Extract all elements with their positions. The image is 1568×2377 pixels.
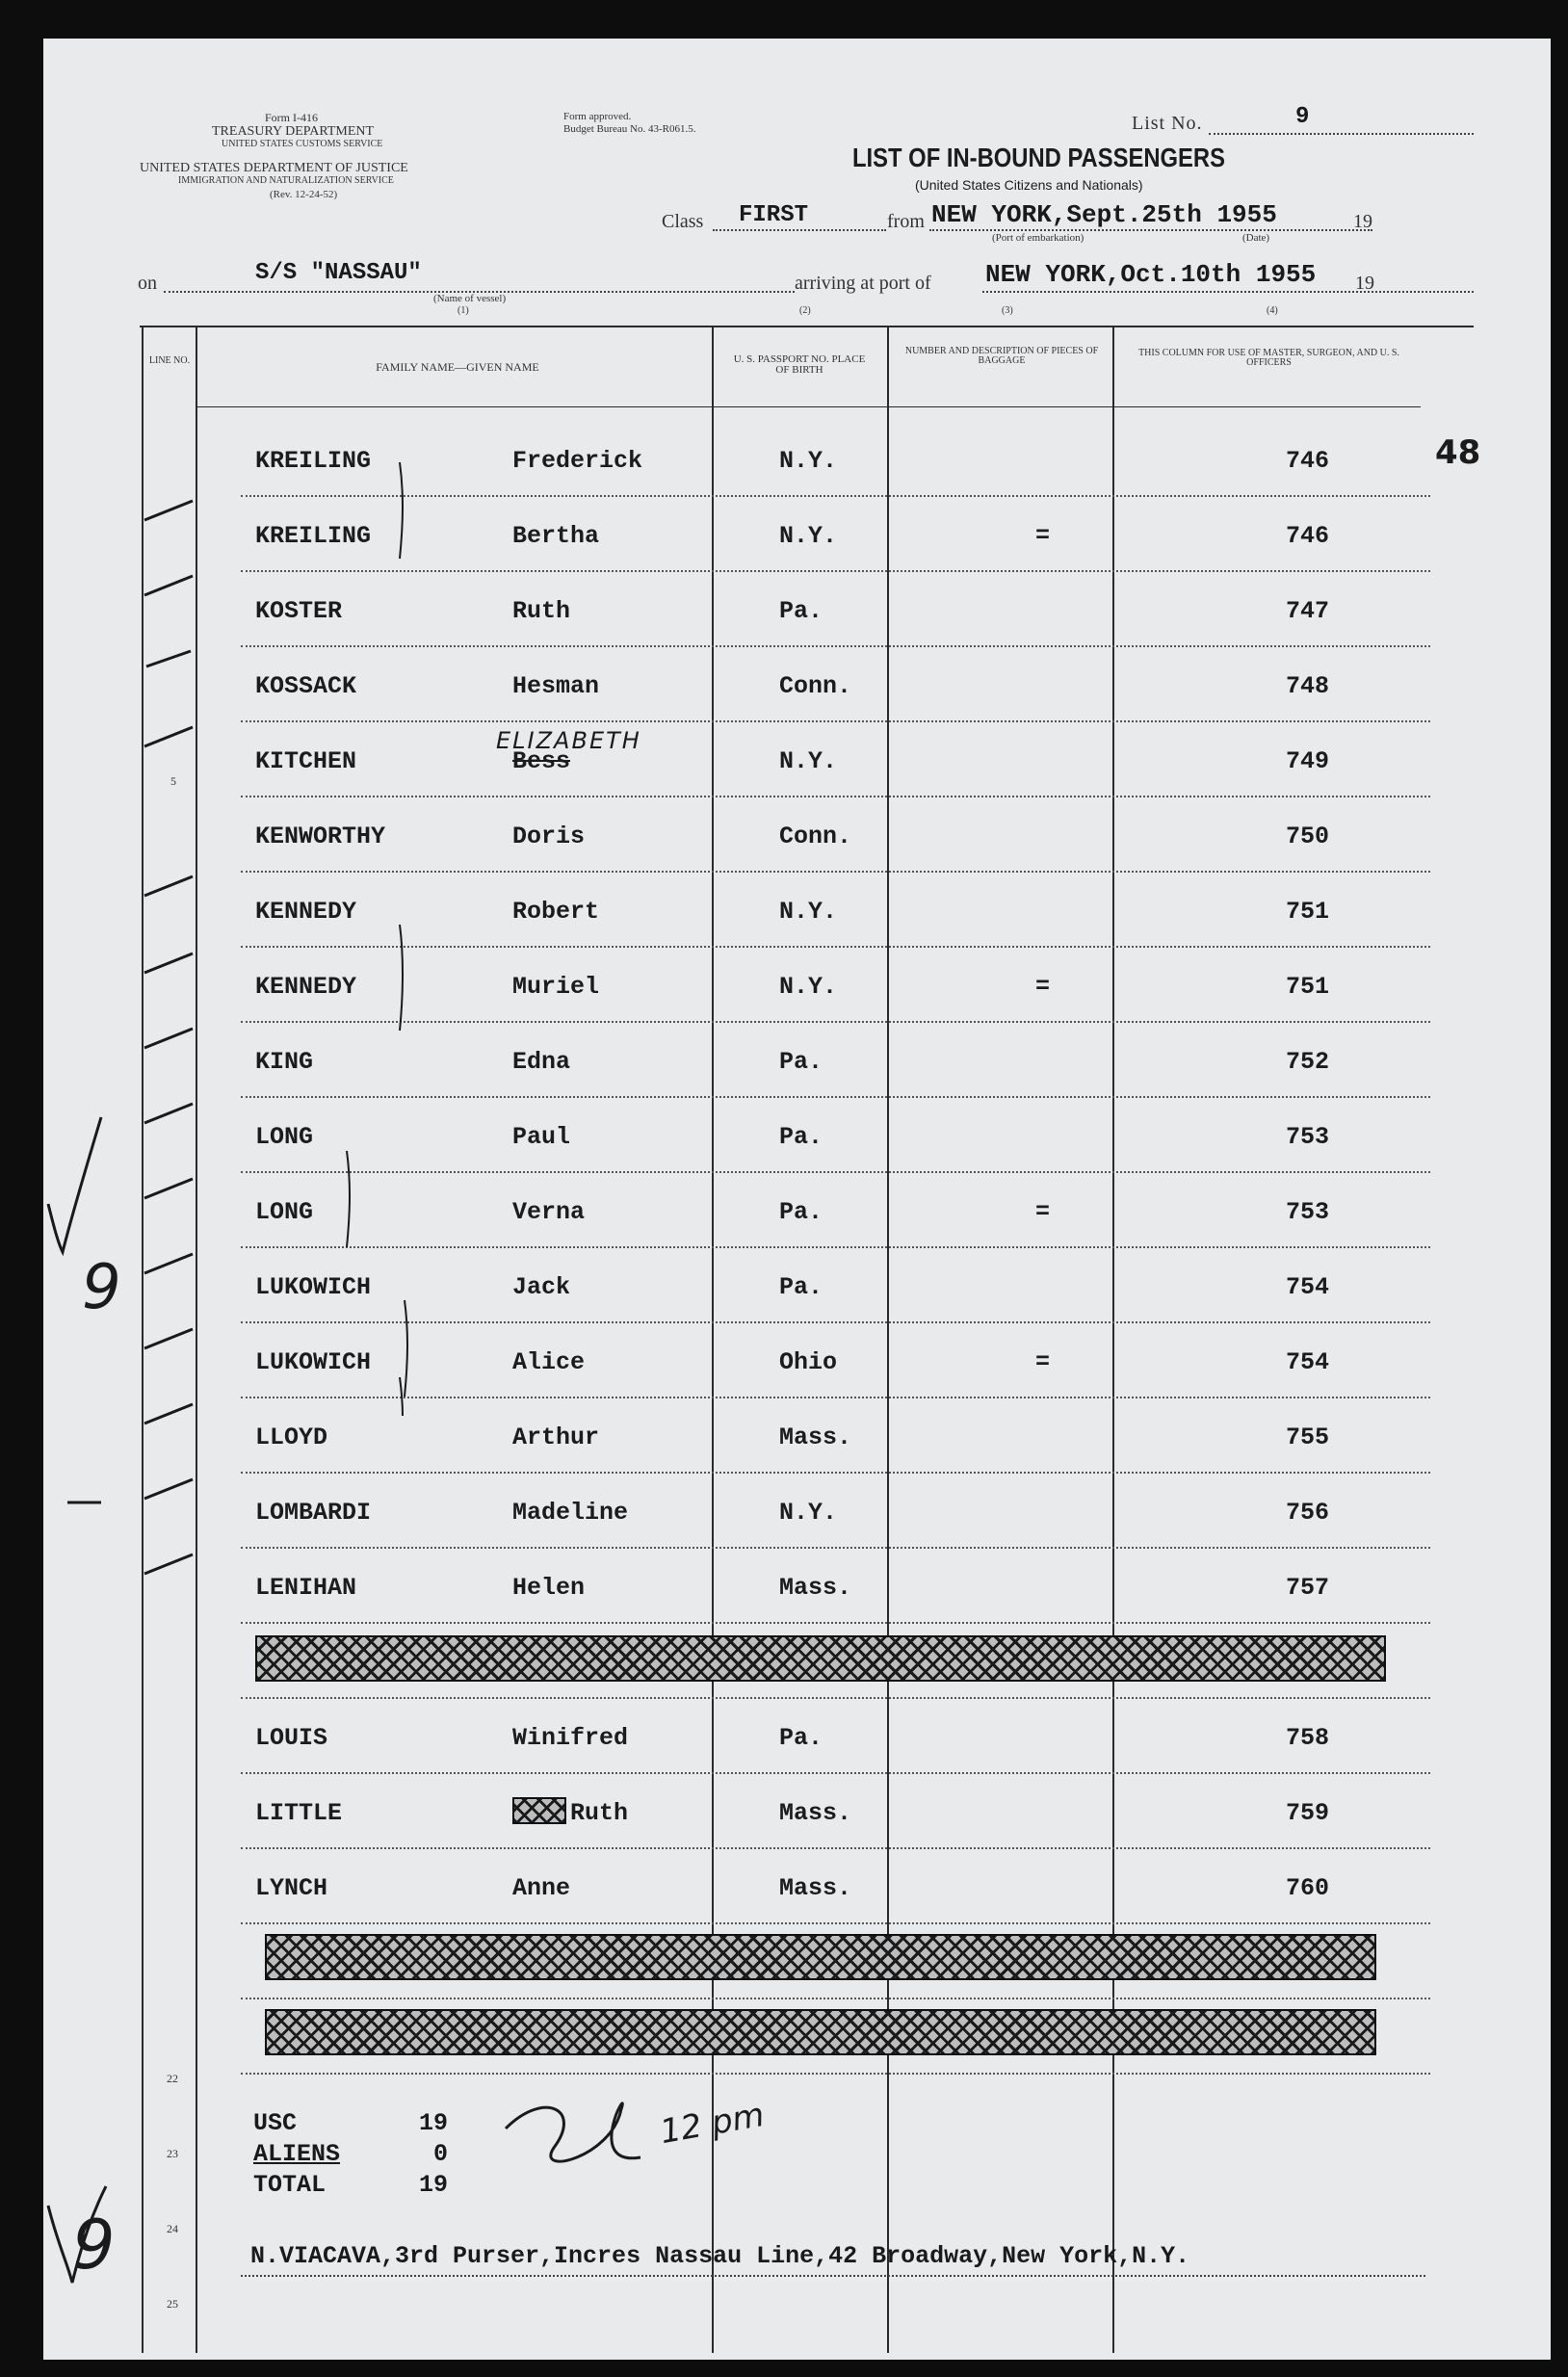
family-name: KENWORTHY: [255, 823, 386, 850]
handwritten-margin-nine: 9: [82, 1252, 121, 1323]
given-name: Verna: [512, 1198, 586, 1226]
table-row-struck: [140, 1624, 1430, 1699]
family-name: KOSSACK: [255, 672, 357, 700]
table-row: [140, 797, 1430, 873]
given-name: Robert: [512, 898, 600, 926]
table-row: [140, 722, 1430, 797]
arriving-suffix: 19: [1355, 273, 1374, 294]
place-of-birth: Pa.: [779, 1123, 823, 1151]
place-of-birth: N.Y.: [779, 522, 838, 550]
arriving-value: NEW YORK,Oct.10th 1955: [985, 260, 1317, 289]
place-of-birth: Pa.: [779, 1273, 823, 1301]
baggage: =: [1035, 1198, 1051, 1226]
officer-number: 751: [1286, 973, 1330, 1001]
given-name: Bertha: [512, 522, 600, 550]
table-row: [140, 647, 1430, 722]
officer-number: 746: [1286, 522, 1330, 550]
officer-number: 752: [1286, 1048, 1330, 1076]
table-row: [140, 1549, 1430, 1624]
year-suffix: 19: [1353, 211, 1372, 232]
family-name: LLOYD: [255, 1424, 328, 1451]
table-row: [140, 1849, 1430, 1924]
page-title: LIST OF IN-BOUND PASSENGERS: [852, 143, 1226, 172]
officer-number: 749: [1286, 747, 1330, 775]
given-name: Bess: [512, 747, 571, 775]
table-row: [140, 1774, 1430, 1849]
strike-out-given-name: [512, 1797, 566, 1824]
footer-rule: [241, 2275, 1425, 2277]
column-baggage: NUMBER AND DESCRIPTION OF PIECES OF BAGGAGE: [904, 346, 1099, 366]
officer-number: 750: [1286, 823, 1330, 850]
family-name: KENNEDY: [255, 898, 357, 926]
place-of-birth: N.Y.: [779, 973, 838, 1001]
table-row: [140, 1098, 1430, 1173]
officer-number: 759: [1286, 1799, 1330, 1827]
form-approved: Form approved.: [563, 111, 632, 122]
class-line: [713, 229, 886, 231]
table-row: [140, 1474, 1430, 1549]
table-row: [140, 948, 1430, 1023]
date-caption: (Date): [1242, 232, 1270, 244]
bracket-long: [337, 1141, 366, 1257]
line-number-22: 22: [167, 2072, 178, 2085]
col-4-caption: (4): [1267, 305, 1278, 316]
officer-number: 751: [1286, 898, 1330, 926]
place-of-birth: Pa.: [779, 1198, 823, 1226]
family-name: KING: [255, 1048, 314, 1076]
given-name: Doris: [512, 823, 586, 850]
table-row: [140, 1023, 1430, 1098]
officer-number: 758: [1286, 1724, 1330, 1752]
officer-number: 753: [1286, 1198, 1330, 1226]
handwritten-check-marks: [29, 1108, 116, 2360]
line-number-24: 24: [167, 2222, 178, 2235]
customs-service: UNITED STATES CUSTOMS SERVICE: [222, 139, 383, 149]
list-no-label: List No.: [1132, 113, 1203, 134]
given-name: Hesman: [512, 672, 600, 700]
strike-out-block: [265, 2009, 1376, 2055]
place-of-birth: N.Y.: [779, 898, 838, 926]
baggage: =: [1035, 1348, 1051, 1376]
given-name: Muriel: [512, 973, 600, 1001]
from-line: [929, 229, 1372, 231]
given-name: Winifred: [512, 1724, 629, 1752]
place-of-birth: Mass.: [779, 1424, 852, 1451]
line-number-23: 23: [167, 2147, 178, 2160]
place-of-birth: Conn.: [779, 672, 852, 700]
col-2-caption: (2): [799, 305, 811, 316]
baggage: =: [1035, 973, 1051, 1001]
purser-line: N.VIACAVA,3rd Purser,Incres Nassau Line,42 Broadway,New York,N.Y.: [250, 2242, 1190, 2270]
place-of-birth: N.Y.: [779, 447, 838, 475]
given-name: Frederick: [512, 447, 643, 475]
column-name: FAMILY NAME—GIVEN NAME: [376, 360, 539, 374]
place-of-birth: Pa.: [779, 597, 823, 625]
family-name: LENIHAN: [255, 1574, 357, 1602]
officer-number: 748: [1286, 672, 1330, 700]
officer-number: 760: [1286, 1874, 1330, 1902]
form-number: Form I-416: [265, 111, 318, 124]
strike-out-block: [255, 1635, 1386, 1682]
family-name: LUKOWICH: [255, 1273, 372, 1301]
handwritten-elizabeth: ELIZABETH: [496, 727, 641, 754]
check-marks: [135, 462, 212, 2100]
family-name: LONG: [255, 1198, 314, 1226]
given-name: Anne: [512, 1874, 571, 1902]
table-row: [140, 572, 1430, 647]
officer-number: 746: [1286, 447, 1330, 475]
place-of-birth: Pa.: [779, 1724, 823, 1752]
vessel-caption: (Name of vessel): [433, 293, 507, 304]
family-name: KOSTER: [255, 597, 343, 625]
given-name: Ruth: [570, 1799, 629, 1827]
page-subtitle: (United States Citizens and Nationals): [915, 177, 1143, 193]
given-name: Jack: [512, 1273, 571, 1301]
col-1-caption: (1): [457, 305, 469, 316]
place-of-birth: N.Y.: [779, 747, 838, 775]
given-name: Ruth: [512, 597, 571, 625]
column-passport: U. S. PASSPORT NO. PLACE OF BIRTH: [733, 353, 866, 376]
from-label: from: [887, 211, 925, 232]
from-value: NEW YORK,Sept.25th 1955: [931, 200, 1277, 229]
col-3-caption: (3): [1002, 305, 1013, 316]
port-caption: (Port of embarkation): [992, 232, 1085, 244]
table-row: [140, 873, 1430, 948]
usc-value: 19: [419, 2109, 449, 2137]
on-label: on: [138, 273, 157, 294]
total-value: 19: [419, 2171, 449, 2199]
place-of-birth: N.Y.: [779, 1499, 838, 1527]
handwritten-margin-nine-bottom: 9: [72, 2206, 116, 2285]
signature-scribble: [496, 2071, 669, 2186]
given-name: Helen: [512, 1574, 586, 1602]
family-name: KITCHEN: [255, 747, 357, 775]
family-name: KREILING: [255, 447, 372, 475]
family-name: KENNEDY: [255, 973, 357, 1001]
table-row: [140, 1323, 1430, 1398]
place-of-birth: Pa.: [779, 1048, 823, 1076]
column-line-no: LINE NO.: [148, 355, 191, 366]
place-of-birth: Mass.: [779, 1874, 852, 1902]
given-name: Paul: [512, 1123, 571, 1151]
line-number-25: 25: [167, 2297, 178, 2311]
column-officers: THIS COLUMN FOR USE OF MASTER, SURGEON, AND U. S. OFFICERS: [1138, 348, 1399, 368]
place-of-birth: Mass.: [779, 1574, 852, 1602]
department-of-justice: UNITED STATES DEPARTMENT OF JUSTICE: [140, 161, 408, 175]
officer-number: 756: [1286, 1499, 1330, 1527]
officer-number: 754: [1286, 1348, 1330, 1376]
passenger-list-sheet: [43, 39, 1551, 2360]
family-name: LOUIS: [255, 1724, 328, 1752]
given-name: Edna: [512, 1048, 571, 1076]
vessel-name: S/S "NASSAU": [255, 260, 422, 286]
family-name: LYNCH: [255, 1874, 328, 1902]
given-name: Arthur: [512, 1424, 600, 1451]
total-label: TOTAL: [253, 2171, 327, 2199]
list-number: 9: [1295, 104, 1310, 130]
treasury-department: TREASURY DEPARTMENT: [212, 124, 375, 139]
strike-out-block: [265, 1934, 1376, 1980]
officer-number: 754: [1286, 1273, 1330, 1301]
baggage: =: [1035, 522, 1051, 550]
arriving-line: [982, 291, 1474, 293]
bracket-lukowich: [395, 1291, 424, 1406]
place-of-birth: Conn.: [779, 823, 852, 850]
place-of-birth: Mass.: [779, 1799, 852, 1827]
class-label: Class: [662, 211, 704, 232]
family-name: LOMBARDI: [255, 1499, 372, 1527]
officer-number: 753: [1286, 1123, 1330, 1151]
given-name: Alice: [512, 1348, 586, 1376]
place-of-birth: Ohio: [779, 1348, 838, 1376]
revision-date: (Rev. 12-24-52): [270, 189, 338, 200]
family-name: LUKOWICH: [255, 1348, 372, 1376]
arriving-label: arriving at port of: [795, 273, 931, 294]
list-no-line: [1209, 133, 1474, 135]
aliens-label: ALIENS: [253, 2140, 341, 2168]
table-row-struck: [140, 1924, 1430, 1999]
table-row: [140, 1398, 1430, 1474]
officer-number: 757: [1286, 1574, 1330, 1602]
table-top-border: [140, 326, 1474, 327]
immigration-service: IMMIGRATION AND NATURALIZATION SERVICE: [178, 175, 394, 186]
table-row: [140, 1173, 1430, 1248]
handwritten-initials: 12 pm: [657, 2095, 768, 2153]
family-name: LITTLE: [255, 1799, 343, 1827]
table-header-border: [197, 406, 1421, 407]
budget-bureau: Budget Bureau No. 43-R061.5.: [563, 123, 696, 135]
family-brackets: [390, 453, 419, 1416]
aliens-value: 0: [433, 2140, 449, 2168]
line-number-5: 5: [170, 774, 176, 788]
table-row: [140, 1699, 1430, 1774]
officer-number: 755: [1286, 1424, 1330, 1451]
usc-label: USC: [253, 2109, 298, 2137]
table-row: [140, 1248, 1430, 1323]
table-row-struck: [140, 1999, 1430, 2075]
family-name: LONG: [255, 1123, 314, 1151]
table-row: [140, 422, 1430, 497]
class-value: FIRST: [739, 202, 809, 228]
handwritten-side-number: 48: [1435, 433, 1481, 472]
table-row: [140, 497, 1430, 572]
family-name: KREILING: [255, 522, 372, 550]
given-name: Madeline: [512, 1499, 629, 1527]
officer-number: 747: [1286, 597, 1330, 625]
